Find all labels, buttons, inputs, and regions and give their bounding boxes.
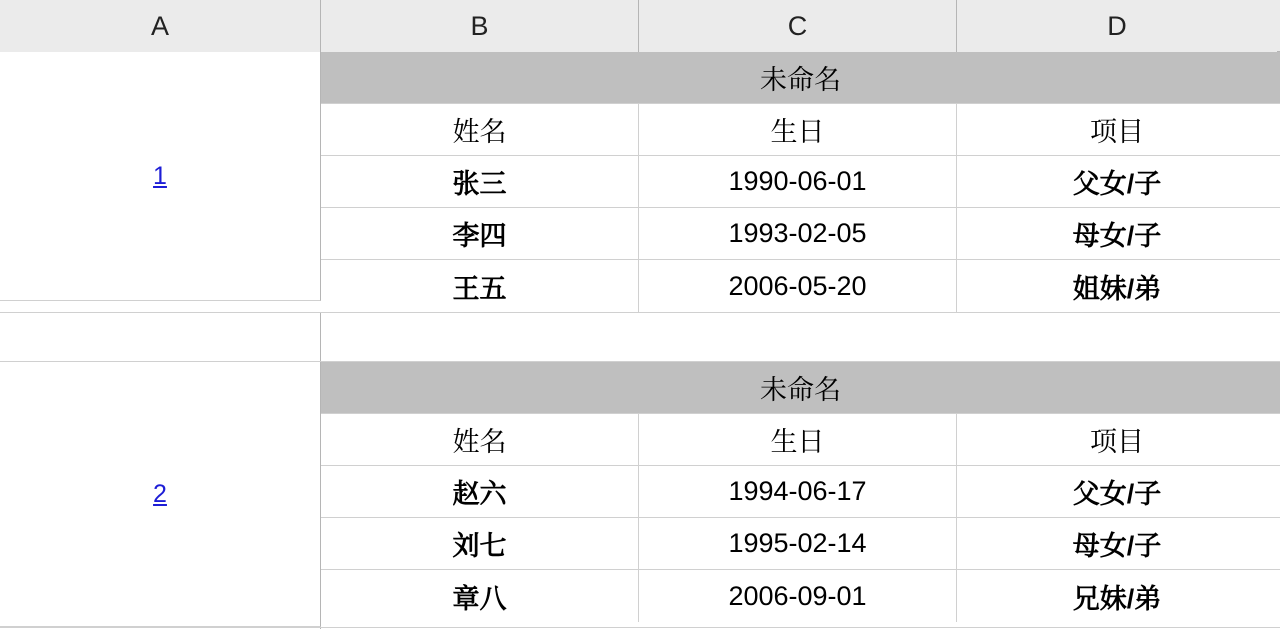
table-row — [321, 518, 1280, 570]
table-row — [321, 260, 1280, 312]
column-header-c-label: C — [787, 10, 808, 41]
table-2-r3-birthday[interactable]: 2006-09-01 — [639, 570, 957, 622]
table-2-r3-name[interactable]: 章八 — [321, 570, 639, 622]
table-2-header-name[interactable]: 姓名 — [321, 414, 639, 465]
table-2-r1-name[interactable]: 赵六 — [321, 466, 639, 517]
table-1-header-name[interactable]: 姓名 — [321, 104, 639, 155]
table-2-r2-birthday[interactable]: 1995-02-14 — [639, 518, 957, 569]
table-1-r1-item[interactable]: 父女/子 — [1072, 169, 1162, 199]
table-2-title[interactable]: 未命名 — [321, 362, 1280, 414]
column-header-a-label: A — [150, 10, 169, 41]
column-header-b-label: B — [470, 10, 489, 41]
table-1-header-row — [321, 104, 1280, 156]
empty-row-band[interactable] — [0, 313, 1280, 362]
table-1-header-birthday[interactable]: 生日 — [639, 104, 957, 155]
table-2-r1-item[interactable]: 父女/子 — [1072, 479, 1162, 509]
table-2-header-birthday[interactable]: 生日 — [639, 414, 957, 465]
row-number-link-2[interactable]: 2 — [153, 479, 167, 508]
table-block-1 — [0, 52, 1280, 313]
table-row — [321, 466, 1280, 518]
grid-body[interactable] — [0, 52, 1280, 629]
empty-row-rest[interactable] — [321, 313, 1280, 361]
column-header-b[interactable] — [321, 0, 639, 52]
column-header-d-label: D — [1107, 10, 1127, 41]
table-1-r3-name[interactable]: 王五 — [321, 260, 639, 312]
column-header-row — [0, 0, 1280, 52]
table-2-r2-item[interactable]: 母女/子 — [1072, 531, 1162, 561]
table-row — [321, 208, 1280, 260]
column-header-a[interactable] — [0, 0, 321, 52]
table-2-r2-name[interactable]: 刘七 — [321, 518, 639, 569]
table-1-title[interactable]: 未命名 — [321, 52, 1280, 104]
table-2 — [321, 362, 1280, 627]
row-number-link-1[interactable]: 1 — [153, 161, 167, 190]
table-row — [321, 156, 1280, 208]
table-1-r3-birthday[interactable]: 2006-05-20 — [639, 260, 957, 312]
table-1-r2-name[interactable]: 李四 — [321, 208, 639, 259]
table-2-header-row — [321, 414, 1280, 466]
table-1-r3-item[interactable]: 姐妹/弟 — [1072, 273, 1162, 304]
table-block-2 — [0, 362, 1280, 628]
table-2-header-item[interactable]: 项目 — [1090, 427, 1144, 457]
table-1-r2-birthday[interactable]: 1993-02-05 — [639, 208, 957, 259]
row-header-1[interactable] — [0, 52, 321, 301]
empty-row-a[interactable] — [0, 313, 321, 361]
table-row — [321, 570, 1280, 622]
row-header-2[interactable] — [0, 362, 321, 627]
table-1-r2-item[interactable]: 母女/子 — [1072, 221, 1162, 251]
table-1-r1-birthday[interactable]: 1990-06-01 — [639, 156, 957, 207]
table-1-r1-name[interactable]: 张三 — [321, 156, 639, 207]
column-header-d[interactable] — [957, 0, 1277, 52]
table-2-r1-birthday[interactable]: 1994-06-17 — [639, 466, 957, 517]
column-header-c[interactable] — [639, 0, 957, 52]
table-2-r3-item[interactable]: 兄妹/弟 — [1072, 583, 1162, 614]
table-1-header-item[interactable]: 项目 — [1090, 117, 1144, 147]
table-1 — [321, 52, 1280, 312]
